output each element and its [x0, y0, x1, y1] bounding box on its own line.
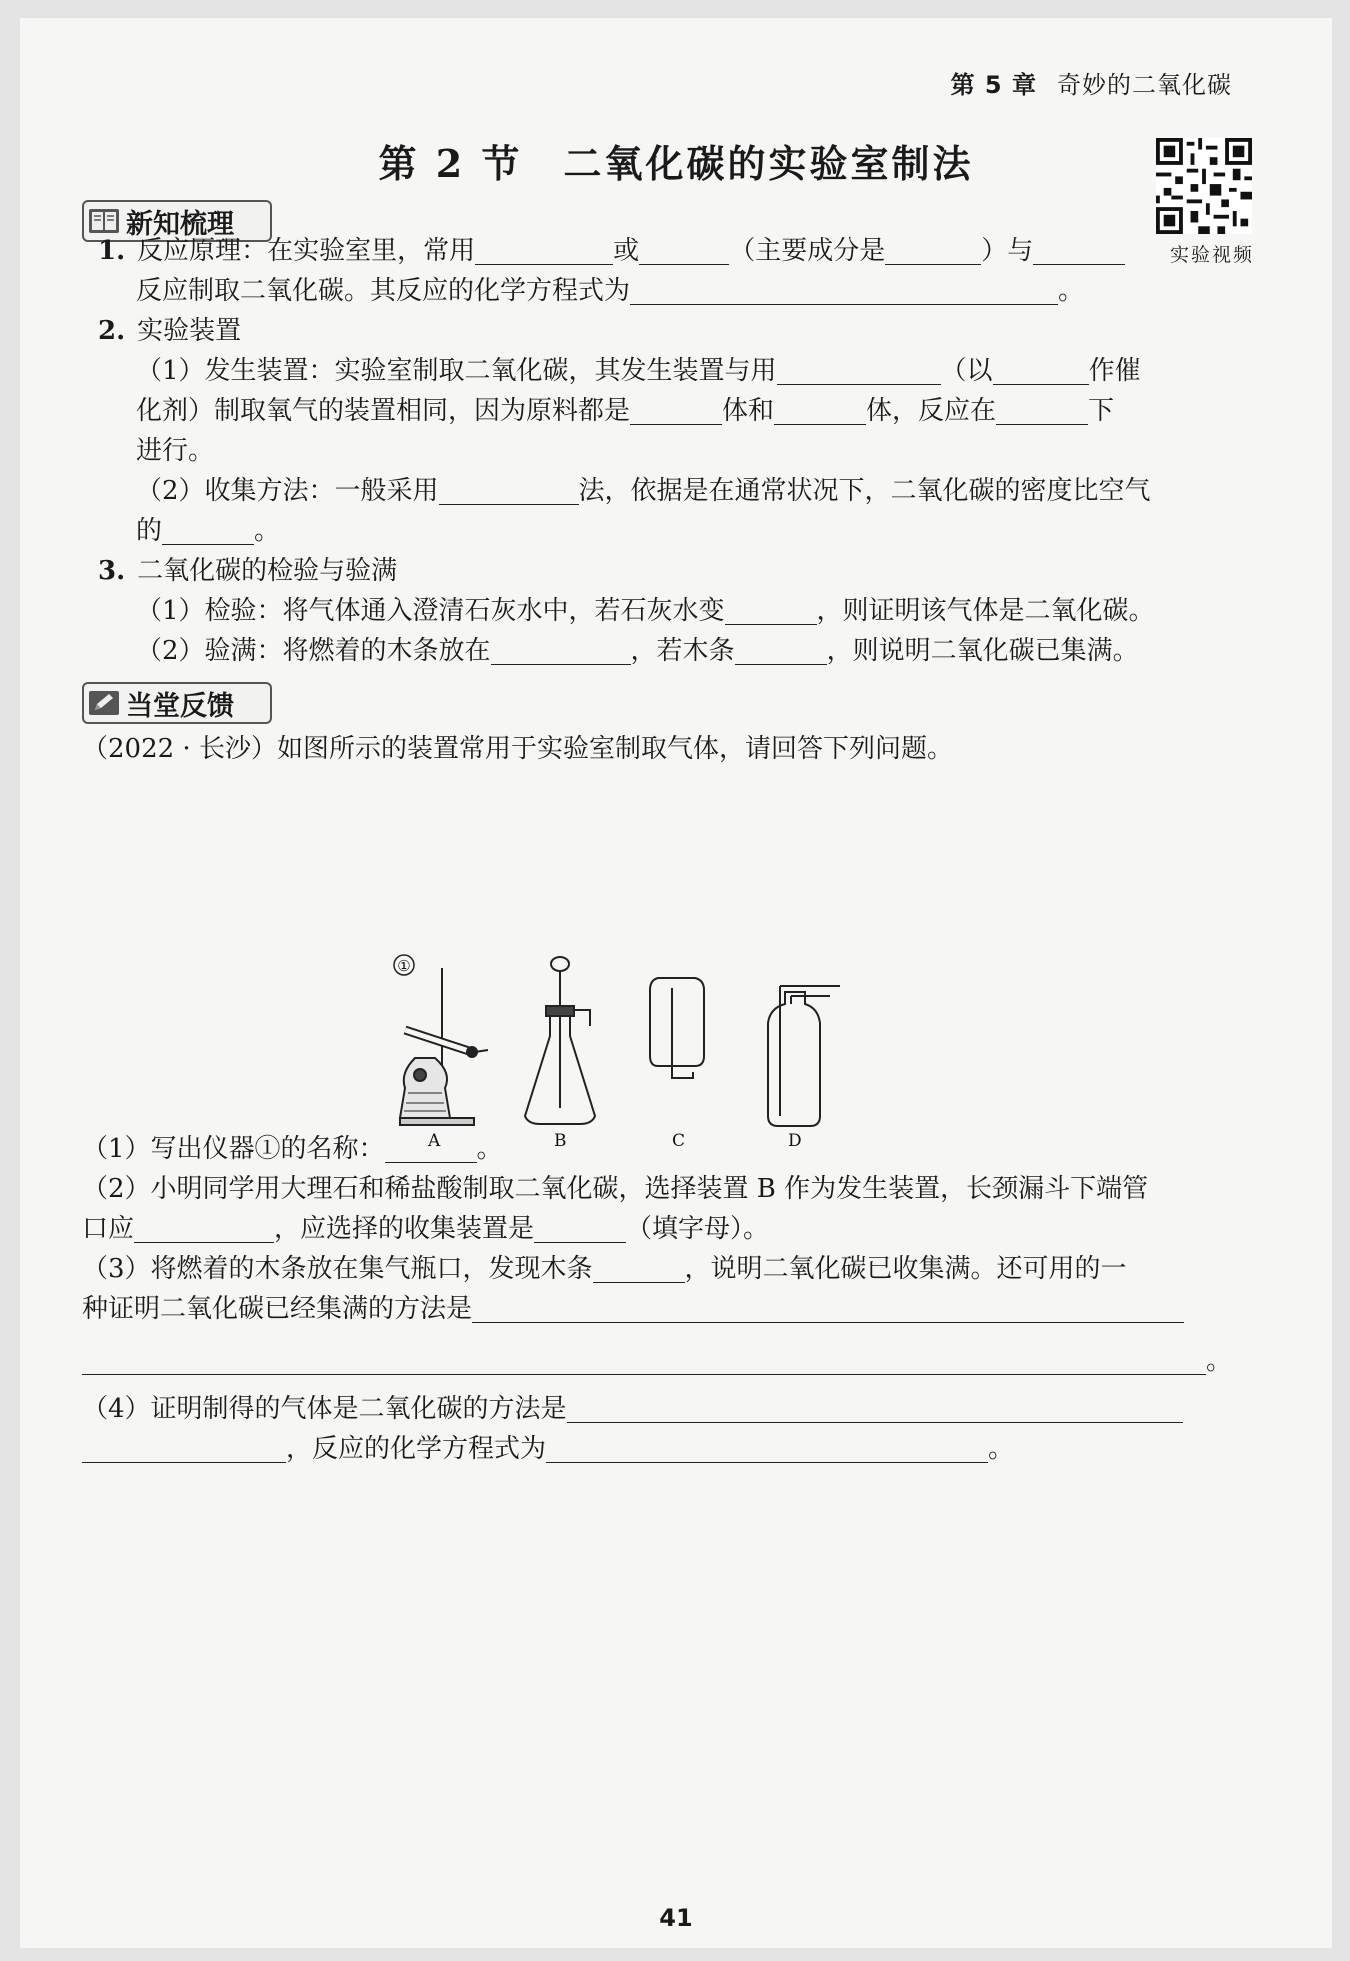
item-1-line-1: 1. 反应原理：在实验室里，常用 或 （主要成分是 ）与: [98, 238, 1125, 265]
workbook-page: [20, 18, 1332, 1948]
apparatus-b: [525, 957, 595, 1124]
item-3-p1: （1）检验：将气体通入澄清石灰水中，若石灰水变 ，则证明该气体是二氧化碳。: [136, 596, 1155, 626]
answer-blank[interactable]: [996, 400, 1088, 425]
label-b: B: [554, 1131, 567, 1148]
answer-blank[interactable]: [630, 280, 1058, 305]
q1: （1）写出仪器①的名称： 。: [82, 1134, 503, 1164]
answer-blank[interactable]: [472, 1298, 1184, 1323]
section-header-label: 当堂反馈: [126, 690, 234, 722]
book-icon: [88, 207, 120, 235]
answer-blank[interactable]: [475, 240, 613, 265]
answer-blank[interactable]: [777, 360, 941, 385]
q2-line-2: 口应 ，应选择的收集装置是 （填字母）。: [82, 1214, 770, 1244]
answer-blank[interactable]: [774, 400, 866, 425]
chapter-number: 第 5 章: [950, 71, 1037, 99]
answer-blank[interactable]: [1033, 240, 1125, 265]
answer-blank[interactable]: [491, 640, 631, 665]
question-stem: （2022 · 长沙）如图所示的装置常用于实验室制取气体，请回答下列问题。: [82, 734, 953, 764]
answer-blank[interactable]: [725, 600, 817, 625]
apparatus-c: [650, 978, 704, 1078]
label-c: C: [672, 1131, 686, 1148]
answer-blank[interactable]: [439, 480, 579, 505]
item-3-p2: （2）验满：将燃着的木条放在 ，若木条 ，则说明二氧化碳已集满。: [136, 636, 1139, 666]
section-header-label: 新知梳理: [126, 208, 234, 240]
answer-blank[interactable]: [735, 640, 827, 665]
qr-code-icon[interactable]: [1156, 138, 1252, 234]
label-d: D: [788, 1131, 802, 1148]
qr-label: 实验视频: [1169, 244, 1254, 266]
circle-label: ①: [397, 957, 411, 975]
item-2-p1-line-1: （1）发生装置：实验室制取二氧化碳，其发生装置与用 （以 作催: [136, 356, 1141, 386]
item-2-p1-line-3: 进行。: [136, 436, 215, 466]
answer-blank[interactable]: [885, 240, 981, 265]
q4-line-2: ，反应的化学方程式为 。: [82, 1436, 1014, 1463]
section-title: 第 2 节 二氧化碳的实验室制法: [378, 141, 974, 186]
answer-blank[interactable]: [993, 360, 1089, 385]
answer-blank[interactable]: [546, 1438, 988, 1463]
q3-line-1: （3）将燃着的木条放在集气瓶口，发现木条 ，说明二氧化碳已收集满。还可用的一: [82, 1254, 1127, 1284]
apparatus-d: [768, 986, 840, 1126]
pencil-icon: [88, 689, 120, 717]
answer-blank[interactable]: [82, 1350, 1206, 1375]
item-2-head: 2. 实验装置: [98, 316, 242, 346]
chapter-name: 奇妙的二氧化碳: [1057, 71, 1232, 99]
section-header-feedback: [82, 682, 272, 724]
answer-blank[interactable]: [593, 1258, 685, 1283]
q4-line-1: （4）证明制得的气体是二氧化碳的方法是: [82, 1396, 1183, 1423]
item-2-p2-line-1: （2）收集方法：一般采用 法，依据是在通常状况下，二氧化碳的密度比空气: [136, 476, 1151, 506]
answer-blank[interactable]: [82, 1438, 286, 1463]
page-number: 41: [659, 1904, 693, 1932]
answer-blank[interactable]: [534, 1218, 626, 1243]
answer-blank[interactable]: [134, 1218, 274, 1243]
answer-blank[interactable]: [567, 1398, 1183, 1423]
q2-line-1: （2）小明同学用大理石和稀盐酸制取二氧化碳，选择装置 B 作为发生装置，长颈漏斗下端管: [82, 1174, 1149, 1204]
answer-blank[interactable]: [630, 400, 722, 425]
item-1-line-2: 反应制取二氧化碳。其反应的化学方程式为 。: [136, 276, 1085, 306]
label-a: A: [428, 1131, 441, 1148]
apparatus-diagram: [360, 948, 970, 1148]
answer-blank[interactable]: [162, 520, 254, 545]
item-2-p2-line-2: 的 。: [136, 516, 281, 546]
apparatus-a: [400, 968, 488, 1125]
item-3-head: 3. 二氧化碳的检验与验满: [98, 556, 398, 586]
answer-blank[interactable]: [385, 1138, 477, 1163]
q3-line-2: 种证明二氧化碳已经集满的方法是: [82, 1296, 1184, 1323]
q3-line-3: 。: [82, 1348, 1232, 1375]
chapter-header: [951, 65, 1232, 100]
answer-blank[interactable]: [639, 240, 729, 265]
item-2-p1-line-2: 化剂）制取氧气的装置相同，因为原料都是 体和 体，反应在 下: [136, 396, 1115, 426]
